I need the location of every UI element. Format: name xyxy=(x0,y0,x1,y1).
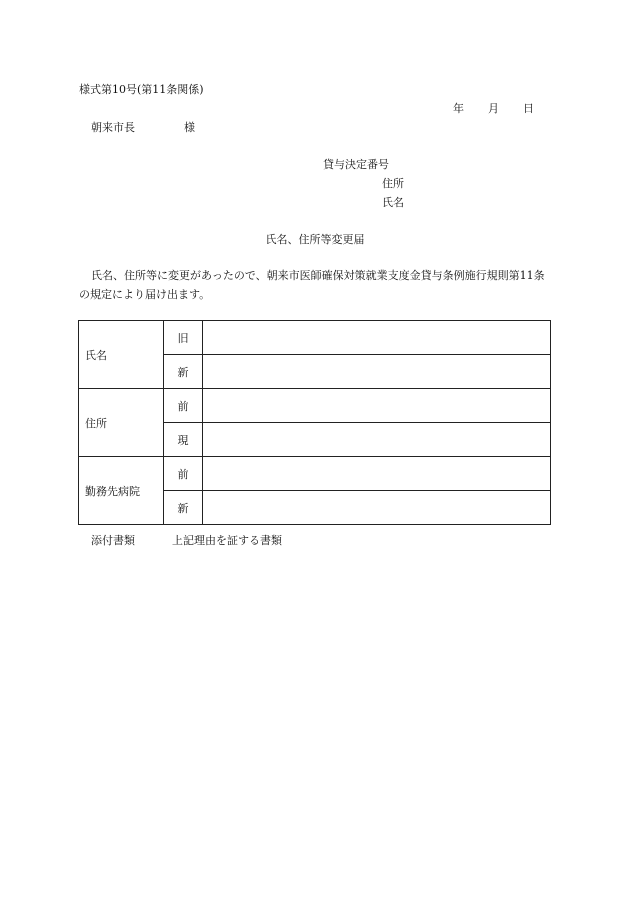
table-row xyxy=(79,389,551,423)
addressee: 朝来市長 xyxy=(91,121,135,134)
form-number: 様式第10号(第11条関係) xyxy=(79,83,204,96)
attachments-label: 添付書類 xyxy=(91,534,135,547)
category-address: 住所 xyxy=(79,389,164,457)
sub-label-old: 旧 xyxy=(164,321,203,355)
attachments-value: 上記理由を証する書類 xyxy=(172,534,282,547)
date-day: 日 xyxy=(523,102,534,115)
date-month: 月 xyxy=(488,102,499,115)
category-name: 氏名 xyxy=(79,321,164,389)
entry-cell[interactable] xyxy=(203,491,551,525)
date-year: 年 xyxy=(453,102,464,115)
body-text: 氏名、住所等に変更があったので、朝来市医師確保対策就業支度金貸与条例施行規則第11条の規定により届け出ます。 xyxy=(79,269,545,301)
sub-label-current: 現 xyxy=(164,423,203,457)
loan-decision-number-label: 貸与決定番号 xyxy=(323,158,389,171)
entry-cell[interactable] xyxy=(203,423,551,457)
entry-cell[interactable] xyxy=(203,457,551,491)
sub-label-before: 前 xyxy=(164,389,203,423)
sub-label-new: 新 xyxy=(164,491,203,525)
entry-cell[interactable] xyxy=(203,389,551,423)
entry-cell[interactable] xyxy=(203,321,551,355)
sub-label-new: 新 xyxy=(164,355,203,389)
entry-cell[interactable] xyxy=(203,355,551,389)
sub-label-before: 前 xyxy=(164,457,203,491)
table-row xyxy=(79,321,551,355)
applicant-name-label: 氏名 xyxy=(382,196,404,209)
category-hospital: 勤務先病院 xyxy=(79,457,164,525)
change-table xyxy=(78,320,551,525)
honorific: 様 xyxy=(184,121,195,134)
document-title: 氏名、住所等変更届 xyxy=(265,233,365,246)
table-row xyxy=(79,457,551,491)
applicant-address-label: 住所 xyxy=(382,177,404,190)
